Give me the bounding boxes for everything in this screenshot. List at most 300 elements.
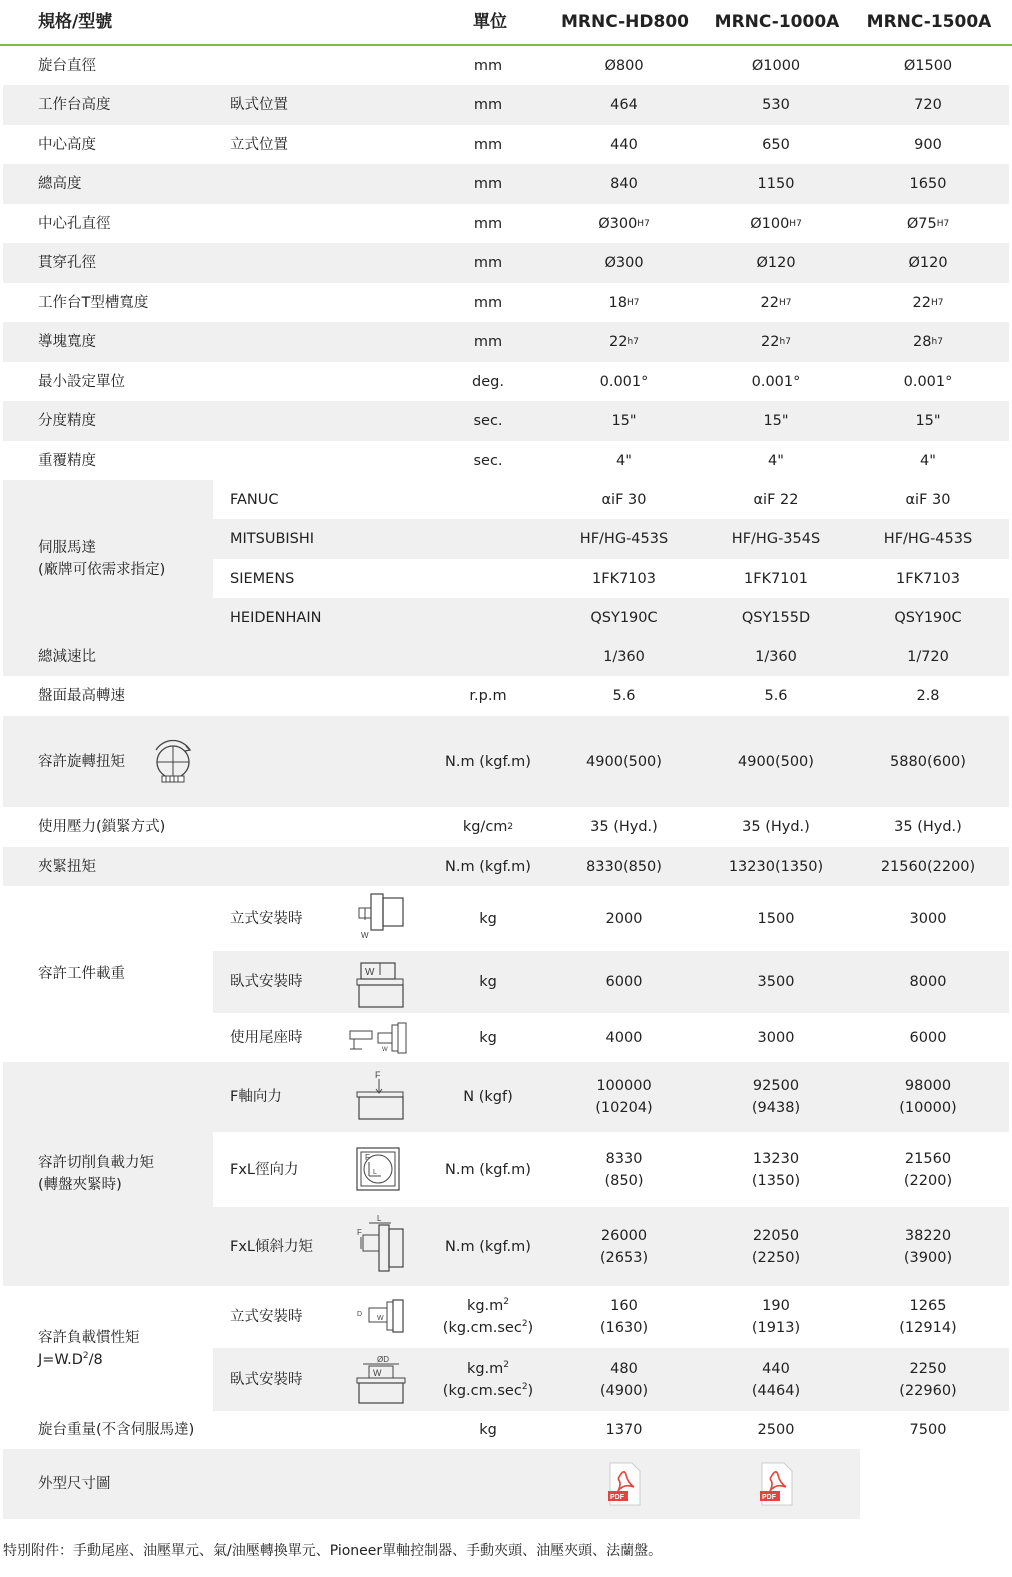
row-unit — [438, 1411, 538, 1449]
value-1-text: HF/HG-453S — [579, 531, 669, 547]
row-unit-text: kg — [479, 910, 497, 927]
value-3 — [864, 637, 992, 676]
inertia-formula-end: /8 — [88, 1351, 103, 1368]
inertia-label-1: 容許負載慣性矩 — [38, 1329, 140, 1346]
inertia-sublabel — [230, 1348, 350, 1411]
row-label — [38, 204, 218, 243]
value-2-text: 3500 — [757, 974, 795, 990]
value-2-text: 4900(500) — [738, 753, 814, 770]
value-2 — [712, 480, 840, 519]
value-3-text: 1650 — [909, 176, 947, 192]
value-2-text: 1/360 — [755, 648, 797, 665]
value-3 — [864, 807, 992, 847]
pdf-icon — [756, 1461, 796, 1507]
value-2-text: Ø1000 — [751, 57, 801, 74]
value-sub: (2653) — [599, 1249, 649, 1266]
value-2-text: αiF 22 — [753, 491, 799, 508]
load-block — [3, 886, 1009, 1062]
cut-sublabel — [230, 1132, 350, 1207]
inertia-vertical-icon — [355, 1298, 407, 1340]
value-1-text: 1FK7103 — [592, 570, 656, 587]
inertia-label — [38, 1286, 218, 1411]
svg-text:F: F — [365, 1153, 370, 1162]
unit-sub-text: (kg.cm.sec — [442, 1320, 522, 1336]
row-label — [38, 322, 218, 362]
value-sub: (12914) — [899, 1320, 957, 1336]
unit-sub-end: ) — [527, 1320, 534, 1336]
value-main: 190 — [762, 1298, 790, 1314]
inertia-horizontal-icon — [355, 1354, 407, 1410]
value-1 — [560, 85, 688, 125]
value-1-text: 2000 — [605, 910, 643, 927]
value-2 — [712, 1132, 840, 1207]
row-unit — [438, 362, 538, 401]
value-3 — [864, 125, 992, 164]
value-2 — [712, 716, 840, 807]
row-unit — [438, 716, 538, 807]
row-unit — [438, 401, 538, 441]
inertia-sub-row — [213, 1286, 1009, 1348]
load-sub-row — [213, 951, 1009, 1013]
value-3 — [864, 362, 992, 401]
value-3-text: 1FK7103 — [896, 570, 960, 587]
row-unit — [438, 283, 538, 322]
value-2-text: 1500 — [757, 910, 795, 927]
value-3 — [864, 951, 992, 1013]
row-unit-text: kg — [479, 1029, 497, 1046]
row-sublabel-text: 立式位置 — [230, 136, 288, 153]
value-2 — [712, 951, 840, 1013]
row-unit — [438, 164, 538, 204]
pdf-label: PDF — [610, 1494, 624, 1501]
value-2 — [712, 1013, 840, 1062]
value-1 — [560, 886, 688, 951]
unit-sub-sup: 2 — [521, 1381, 528, 1392]
row-label-text: 中心高度 — [38, 136, 96, 153]
header-model-1: MRNC-HD800 — [561, 12, 689, 32]
table-row — [3, 243, 1009, 283]
value-1 — [560, 1348, 688, 1411]
rotary-torque-icon — [148, 736, 198, 786]
value-1 — [560, 807, 688, 847]
row-label-text: 分度精度 — [38, 413, 96, 429]
load-sublabel — [230, 1013, 350, 1062]
axial-force-icon — [355, 1070, 407, 1126]
radial-force-icon — [355, 1146, 401, 1196]
value-3-text: 22 — [912, 294, 931, 311]
value-1-text: 18 — [608, 294, 627, 311]
row-unit-text: N.m (kgf.m) — [445, 858, 531, 875]
value-2-text: HF/HG-354S — [731, 531, 821, 547]
row-unit — [438, 441, 538, 480]
row-unit — [438, 1132, 538, 1207]
value-3-text: 3000 — [909, 910, 947, 927]
svg-text:W: W — [361, 931, 369, 940]
servo-brand-text: HEIDENHAIN — [230, 609, 322, 626]
load-sub-row — [213, 1013, 1009, 1062]
value-1 — [560, 847, 688, 886]
row-unit — [438, 204, 538, 243]
row-label-text: 總減速比 — [38, 648, 96, 665]
unit-main-sup: 2 — [503, 1297, 510, 1307]
row-label — [38, 847, 218, 886]
value-3-text: 5880(600) — [890, 753, 966, 770]
value-3 — [864, 164, 992, 204]
value-1-text: Ø300 — [604, 255, 644, 271]
value-1 — [560, 951, 688, 1013]
value-main: 38220 — [904, 1227, 952, 1244]
value-3-text: HF/HG-453S — [883, 531, 973, 547]
value-2-text: 22 — [760, 294, 779, 311]
value-1-text: 6000 — [605, 974, 643, 990]
footnote: 特別附件：手動尾座、油壓單元、氣/油壓轉換單元、Pioneer單軸控制器、手動夾頭、油壓夾頭、法蘭盤。 — [3, 1543, 663, 1559]
row-unit-text: r.p.m — [469, 688, 507, 704]
value-1 — [560, 676, 688, 716]
row-label-text: 使用壓力(鎖緊方式) — [38, 819, 166, 835]
value-2-text: 5.6 — [764, 688, 788, 704]
row-label — [38, 362, 218, 401]
value-2 — [712, 559, 840, 598]
row-label-text: 旋台直徑 — [38, 57, 96, 74]
unit-main — [467, 1295, 509, 1317]
value-3-text: Ø75 — [906, 215, 937, 232]
value-1 — [560, 480, 688, 519]
value-1-text: 440 — [610, 136, 638, 153]
header-model-2: MRNC-1000A — [714, 12, 840, 32]
value-3 — [864, 1132, 992, 1207]
unit-main-sup: 2 — [503, 1359, 510, 1370]
row-unit-text: sec. — [473, 413, 503, 429]
value-3-text: 720 — [914, 97, 942, 113]
header-spec: 規格/型號 — [38, 12, 113, 32]
row-label — [38, 807, 238, 847]
value-2 — [712, 46, 840, 85]
row-sublabel — [230, 125, 350, 164]
load-label-text: 容許工件載重 — [38, 966, 125, 982]
table-header — [0, 0, 1012, 46]
value-2-text: 4" — [768, 452, 784, 469]
row-label — [38, 401, 218, 441]
svg-text:W: W — [373, 1368, 382, 1378]
value-3-text: 900 — [914, 136, 942, 153]
servo-label-2: (廠牌可依需求指定) — [38, 561, 166, 578]
svg-text:ØD: ØD — [377, 1355, 389, 1364]
row-label — [38, 243, 218, 283]
table-row — [3, 362, 1009, 401]
value-sub: (22960) — [899, 1382, 957, 1399]
pdf-download-button-2[interactable] — [756, 1461, 796, 1507]
row-unit-text: mm — [473, 176, 503, 192]
row-unit-text: mm — [473, 255, 503, 271]
load-sublabel-text: 立式安裝時 — [230, 910, 303, 927]
row-label — [38, 1449, 218, 1519]
value-3-text: 15" — [915, 413, 941, 429]
value-3-text: 8000 — [909, 974, 947, 990]
value-3 — [864, 559, 992, 598]
row-unit-text: sec. — [473, 452, 503, 469]
inertia-sublabel — [230, 1286, 350, 1348]
table-row — [3, 1411, 1009, 1449]
unit-sub-end: ) — [527, 1382, 534, 1399]
cut-sublabel — [230, 1207, 350, 1286]
value-1-text: 840 — [610, 176, 638, 192]
value-3-text: 21560(2200) — [880, 858, 976, 875]
value-2-text: 13230(1350) — [728, 858, 824, 875]
row-unit: kg/cm 2 — [438, 807, 538, 847]
value-main: 22050 — [752, 1227, 800, 1244]
row-unit-text: mm — [473, 136, 503, 153]
value-main: 1265 — [909, 1298, 947, 1314]
value-2 — [712, 243, 840, 283]
row-label-text: 工作台T型槽寬度 — [38, 294, 149, 311]
row-label — [38, 676, 218, 716]
servo-brand-row — [213, 559, 1009, 598]
servo-label — [38, 480, 218, 637]
value-3 — [864, 243, 992, 283]
value-3 — [864, 847, 992, 886]
value-2 — [712, 1207, 840, 1286]
row-unit-text: mm — [473, 97, 503, 113]
value-1-text: QSY190C — [590, 609, 658, 626]
value-2-text: QSY155D — [741, 609, 811, 626]
value-1 — [560, 164, 688, 204]
horizontal-mount-icon — [355, 957, 407, 1013]
row-label — [38, 46, 218, 85]
cut-label-1: 容許切削負載力矩 — [38, 1155, 154, 1171]
unit-sub-sup: 2 — [521, 1319, 528, 1329]
value-2-text: Ø100 — [750, 215, 790, 232]
value-main: 440 — [762, 1360, 790, 1377]
row-unit-text: N.m (kgf.m) — [445, 1161, 531, 1178]
value-3: 28 h7 — [864, 322, 992, 362]
row-unit-text: deg. — [472, 373, 504, 390]
row-unit — [438, 85, 538, 125]
value-1-text: 4000 — [605, 1029, 643, 1046]
value-3: Ø75 H7 — [864, 204, 992, 243]
value-1-text: 1/360 — [603, 648, 645, 665]
value-2 — [712, 164, 840, 204]
value-1 — [560, 1411, 688, 1449]
row-label — [38, 164, 218, 204]
table-row — [3, 164, 1009, 204]
value-3 — [864, 441, 992, 480]
value-2 — [712, 401, 840, 441]
value-1 — [560, 637, 688, 676]
inertia-label-2 — [38, 1349, 103, 1371]
value-3-text: 4" — [920, 452, 936, 469]
cut-sublabel — [230, 1062, 350, 1132]
row-label-text: 中心孔直徑 — [38, 215, 111, 232]
unit-sub-text: (kg.cm.sec — [442, 1382, 522, 1399]
svg-text:W: W — [365, 967, 375, 978]
cut-sub-row — [213, 1062, 1009, 1132]
row-unit — [438, 125, 538, 164]
value-1 — [560, 1207, 688, 1286]
value-1-text: Ø300 — [598, 215, 638, 232]
row-unit-text: mm — [473, 294, 503, 311]
value-2-text: 35 (Hyd.) — [742, 819, 810, 835]
value-3 — [864, 1286, 992, 1348]
row-unit — [438, 1286, 538, 1348]
value-3 — [864, 1207, 992, 1286]
servo-brand-text: SIEMENS — [230, 570, 295, 587]
row-unit — [438, 243, 538, 283]
value-main: 21560 — [904, 1150, 952, 1167]
servo-brand-row — [213, 480, 1009, 519]
row-unit-text: mm — [473, 215, 503, 232]
servo-brand-row — [213, 598, 1009, 637]
value-1 — [560, 243, 688, 283]
row-label-text: 導塊寬度 — [38, 334, 96, 350]
value-sub: (3900) — [903, 1249, 953, 1266]
load-label — [38, 886, 218, 1062]
value-2 — [712, 125, 840, 164]
vertical-mount-icon — [355, 890, 407, 946]
value-2 — [712, 1348, 840, 1411]
load-sublabel-text: 使用尾座時 — [230, 1029, 303, 1046]
value-1-text: 22 — [609, 334, 628, 350]
value-1-text: 35 (Hyd.) — [590, 819, 658, 835]
row-unit-text: kg — [479, 1422, 497, 1438]
value-main: 13230 — [752, 1150, 800, 1167]
value-1 — [560, 1132, 688, 1207]
pdf-download-button-1[interactable] — [604, 1461, 644, 1507]
value-main: 98000 — [904, 1078, 952, 1094]
value-2-text: 1FK7101 — [744, 570, 808, 587]
row-unit-text: mm — [473, 57, 503, 74]
value-1 — [560, 441, 688, 480]
cut-sublabel-text: FxL傾斜力矩 — [230, 1238, 313, 1255]
inertia-sublabel-text: 立式安裝時 — [230, 1309, 303, 1325]
value-2-text: Ø120 — [756, 255, 796, 271]
row-unit — [438, 1207, 538, 1286]
row-sublabel-text: 臥式位置 — [230, 97, 288, 113]
unit-main — [467, 1358, 509, 1380]
inertia-formula: J=W.D — [38, 1351, 83, 1368]
value-main: 8330 — [605, 1150, 643, 1167]
row-unit-text: kg — [479, 974, 497, 990]
cut-sublabel-text: FxL徑向力 — [230, 1161, 299, 1178]
svg-text:W: W — [382, 1047, 388, 1053]
value-1 — [560, 401, 688, 441]
row-sublabel — [230, 85, 350, 125]
row-unit — [438, 46, 538, 85]
value-sub: (1630) — [599, 1320, 649, 1336]
servo-label-1: 伺服馬達 — [38, 539, 96, 556]
servo-brand — [230, 559, 380, 598]
value-sub: (1913) — [751, 1320, 801, 1336]
row-label-text: 貫穿孔徑 — [38, 255, 96, 271]
load-sublabel — [230, 951, 350, 1013]
row-label-text: 總高度 — [38, 176, 82, 192]
value-1 — [560, 519, 688, 559]
table-row — [3, 125, 1009, 164]
row-label-text: 最小設定單位 — [38, 373, 125, 390]
value-2-text: 0.001° — [751, 373, 801, 390]
row-unit-text: mm — [473, 334, 503, 350]
value-3 — [864, 46, 992, 85]
table-row — [3, 637, 1009, 676]
row-unit — [438, 1348, 538, 1411]
value-1 — [560, 716, 688, 807]
row-label — [38, 637, 218, 676]
value-3 — [864, 676, 992, 716]
cut-block — [3, 1062, 1009, 1286]
value-3-text: αiF 30 — [905, 491, 951, 508]
value-1 — [560, 362, 688, 401]
value-1 — [560, 559, 688, 598]
row-unit-text: N.m (kgf.m) — [445, 1238, 531, 1255]
value-2: 22 H7 — [712, 283, 840, 322]
row-label — [38, 1411, 238, 1449]
value-2 — [712, 85, 840, 125]
inertia-block — [3, 1286, 1009, 1411]
value-main: 480 — [610, 1360, 638, 1377]
value-2: 22 h7 — [712, 322, 840, 362]
value-2 — [712, 519, 840, 559]
cut-label-2: (轉盤夾緊時) — [38, 1177, 122, 1193]
row-label-text: 容許旋轉扭矩 — [38, 753, 125, 770]
row-unit — [438, 886, 538, 951]
value-main: 92500 — [752, 1078, 800, 1094]
row-label-text: 旋台重量(不含伺服馬達) — [38, 1422, 195, 1438]
value-2 — [712, 1411, 840, 1449]
value-2 — [712, 441, 840, 480]
value-1: 18 H7 — [560, 283, 688, 322]
servo-block — [3, 480, 1009, 637]
value-2-text: 22 — [761, 334, 780, 350]
value-2 — [712, 1286, 840, 1348]
row-label — [38, 283, 218, 322]
row-label — [38, 85, 218, 125]
pdf-icon — [604, 1461, 644, 1507]
value-sub: (850) — [604, 1172, 644, 1189]
tilting-moment-icon — [355, 1213, 407, 1279]
table-row — [3, 441, 1009, 480]
row-label-text: 盤面最高轉速 — [38, 688, 125, 704]
value-1-text: 15" — [611, 413, 637, 429]
value-3 — [864, 519, 992, 559]
value-2 — [712, 598, 840, 637]
value-3-text: 0.001° — [903, 373, 953, 390]
cut-sublabel-text: F軸向力 — [230, 1089, 282, 1105]
table-row — [3, 46, 1009, 85]
row-unit-text: kg/cm — [462, 819, 508, 835]
row-label-text: 工作台高度 — [38, 97, 111, 113]
value-3 — [864, 598, 992, 637]
value-2 — [712, 886, 840, 951]
value-3-text: 1/720 — [907, 648, 949, 665]
row-unit — [438, 322, 538, 362]
value-sub: (10204) — [595, 1100, 653, 1116]
unit-main-text: kg.m — [466, 1360, 504, 1377]
value-3 — [864, 1013, 992, 1062]
value-3: 22 H7 — [864, 283, 992, 322]
header-unit: 單位 — [473, 12, 507, 32]
load-sublabel — [230, 886, 350, 951]
inertia-formula-sup: 2 — [82, 1350, 89, 1361]
svg-text:F: F — [357, 1228, 362, 1237]
value-3-text: Ø1500 — [903, 57, 953, 74]
row-label — [38, 125, 218, 164]
servo-brand-row — [213, 519, 1009, 559]
value-1 — [560, 1062, 688, 1132]
value-3-text: 28 — [913, 334, 932, 350]
table-row — [3, 807, 1009, 847]
value-1-text: 0.001° — [599, 373, 649, 390]
value-sub: (4900) — [599, 1382, 649, 1399]
inertia-sub-row — [213, 1348, 1009, 1411]
